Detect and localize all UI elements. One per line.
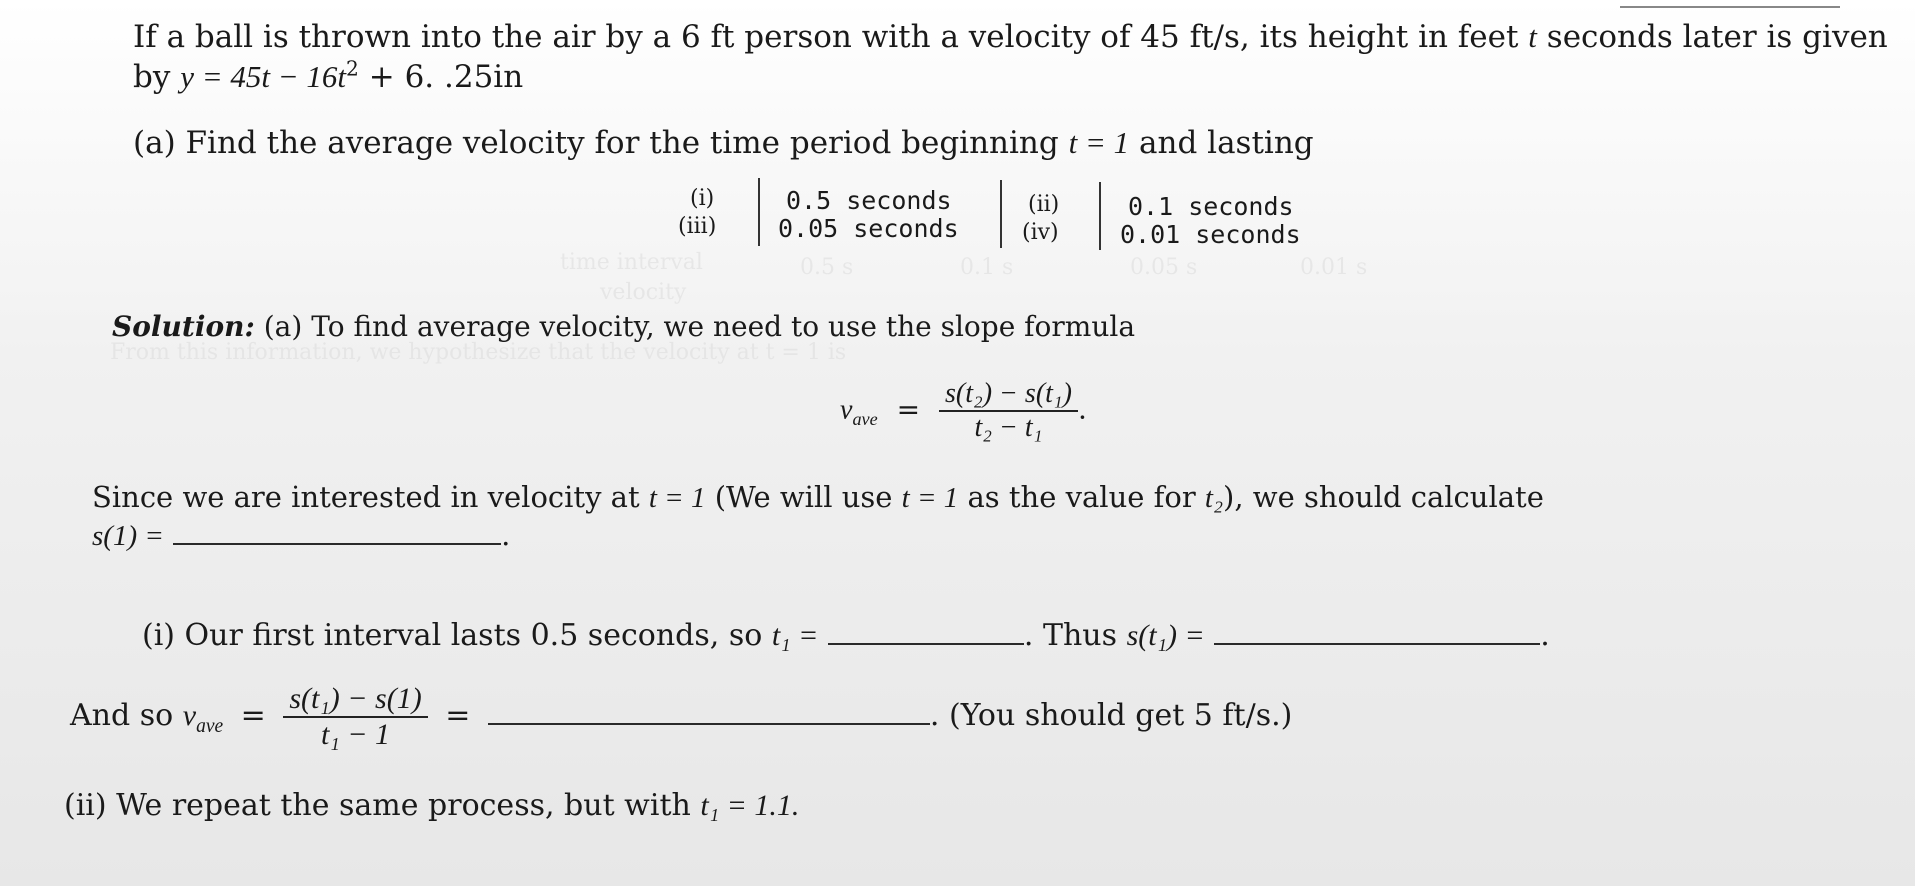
faded-text: 0.1 s [960, 255, 1014, 280]
faded-text: 0.05 s [1130, 255, 1198, 280]
solution-text: (We will use [714, 480, 893, 514]
s1-line: s(1) = . [92, 518, 511, 552]
interval-value: 0.05 seconds [778, 214, 959, 243]
table-divider [1000, 180, 1002, 248]
fraction-numerator: s(t₂) − s(t₁) [939, 378, 1078, 412]
answer-blank-st1[interactable] [1214, 642, 1540, 645]
problem-line-1 [133, 20, 1888, 54]
solution-text: as the value for [967, 480, 1196, 514]
part-ii-line [64, 788, 799, 823]
slope-formula: $v_{ave}$ = $\frac{\text{s(t₂) − s(t₁)}}{\text{t₂ − t₁}}$ . [840, 378, 1087, 443]
interval-label: (iv) [1022, 220, 1059, 245]
solution-text: (ii) We repeat the same process, but with [64, 788, 691, 823]
math-equation: t₁ = [771, 619, 819, 652]
problem-text: (a) Find the average velocity for the time period beginning [133, 125, 1059, 161]
solution-text: Since we are interested in velocity at [92, 480, 640, 514]
problem-text: If a ball is thrown into the air by a 6 ft person with a velocity of 45 ft/s, its height in feet [133, 19, 1519, 55]
problem-line-2 [133, 56, 524, 95]
interval-label: (iii) [678, 214, 717, 239]
interval-label: (i) [690, 186, 715, 211]
faded-text: time interval [560, 250, 703, 275]
problem-text: seconds later is given [1546, 19, 1888, 55]
math-equation: t = 1 [901, 482, 959, 514]
math-var: v [182, 699, 197, 732]
answer-blank-t1[interactable] [828, 642, 1024, 645]
solution-text: . Thus [1023, 618, 1118, 653]
math-equation: t₁ = 1.1. [700, 789, 800, 822]
and-so-line: And so $v_{ave}$ = $\frac{\text{s(t₁) − s(1)}}{\text{t₁ − 1}}$ = . (You should get 5 ft/s.) [70, 682, 1293, 751]
solution-text: And so [70, 698, 174, 733]
answer-blank-vave[interactable] [488, 722, 930, 725]
math-var: v [840, 394, 853, 426]
solution-intro [112, 310, 1135, 343]
faded-text: 0.5 s [800, 255, 854, 280]
fraction-numerator: s(t₁) − s(1) [283, 682, 427, 718]
problem-text: + 6. .25in [368, 59, 524, 95]
solution-text: ), we should calculate [1223, 480, 1544, 514]
problem-text: and lasting [1139, 125, 1314, 161]
average-velocity-fraction [283, 682, 427, 752]
solution-text: (i) Our first interval lasts 0.5 seconds, so [142, 618, 763, 653]
math-subscript: ave [852, 409, 878, 430]
solution-hint: . (You should get 5 ft/s.) [929, 698, 1293, 733]
solution-heading: Solution: [112, 310, 255, 343]
interval-value: 0.5 seconds [786, 186, 952, 215]
slope-fraction [939, 378, 1078, 444]
table-divider [1099, 182, 1101, 250]
since-line [92, 480, 1544, 515]
math-subscript: ave [196, 716, 224, 737]
problem-text: by [133, 59, 171, 95]
faded-text: velocity [600, 280, 687, 305]
problem-part-a [133, 126, 1314, 160]
math-exponent: 2 [346, 56, 359, 81]
solution-text: (a) To find average velocity, we need to use the slope formula [263, 310, 1136, 343]
math-equation: t = 1 [648, 482, 706, 514]
fraction-denominator: t₁ − 1 [321, 718, 391, 751]
math-equation: s(t₁) = [1126, 619, 1205, 652]
fraction-denominator: t₂ − t₁ [974, 412, 1043, 443]
top-rule [1620, 6, 1840, 8]
faded-text: From this information, we hypothesize that the velocity at t = 1 is [110, 340, 847, 365]
interval-value: 0.1 seconds [1128, 192, 1294, 221]
math-var: t₂ [1204, 482, 1224, 514]
interval-value: 0.01 seconds [1120, 220, 1301, 249]
part-i-line: (i) Our first interval lasts 0.5 seconds, so t₁ = . Thus s(t₁) = . [142, 618, 1550, 653]
math-var: t [1528, 19, 1537, 54]
table-divider [758, 178, 760, 246]
math-equation: s(1) = [92, 520, 164, 552]
faded-text: 0.01 s [1300, 255, 1368, 280]
answer-blank-s1[interactable] [173, 542, 501, 545]
math-equation: y = 45t − 16t [180, 59, 347, 94]
math-equation: t = 1 [1068, 125, 1130, 160]
interval-label: (ii) [1028, 192, 1060, 217]
